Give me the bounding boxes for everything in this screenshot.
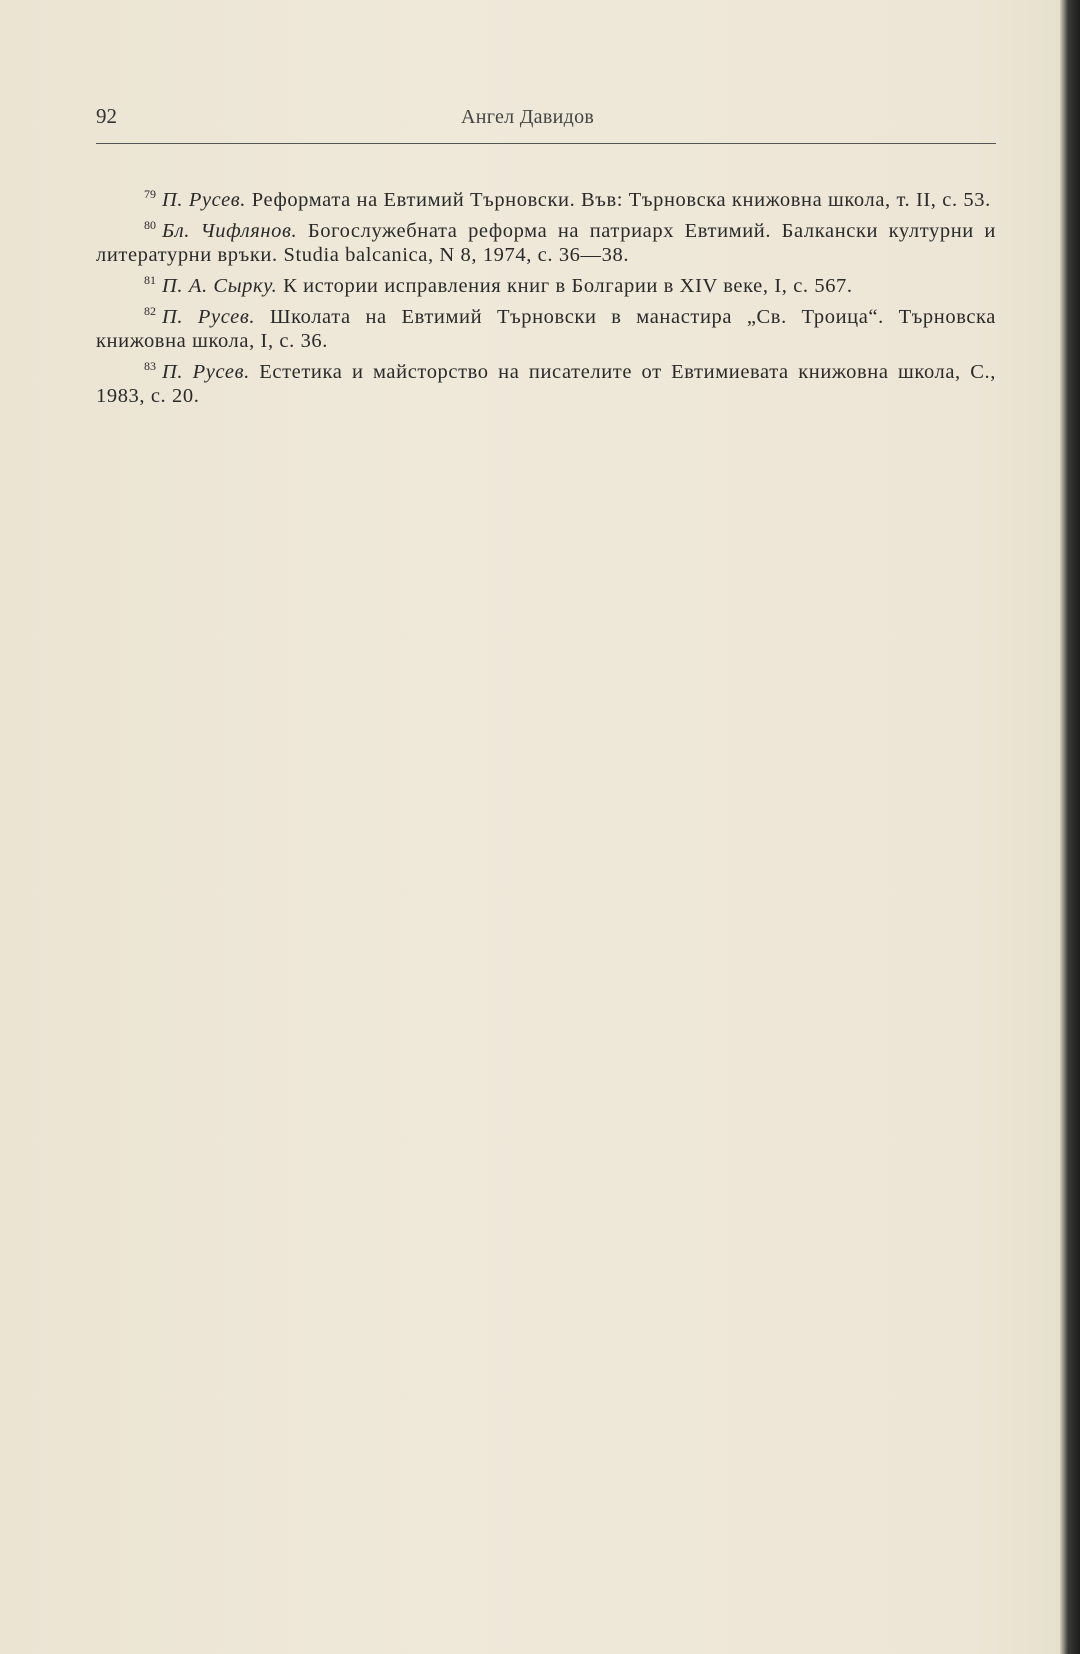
footnote-author: П. Русев. (162, 306, 256, 328)
footnote-82 (96, 299, 996, 353)
footnote-number: 81 (144, 273, 156, 287)
footnote-number: 82 (144, 304, 156, 318)
footnote-author: П. А. Сырку. (162, 275, 278, 297)
footnote-author: Бл. Чифлянов. (162, 220, 298, 242)
footnote-81 (96, 268, 996, 298)
book-spine-shadow (1060, 0, 1080, 1654)
header-rule (96, 143, 996, 144)
footnote-text: Естетика и майсторство на писателите от Евтимиевата книжовна школа, С., 1983, с. 20. (96, 361, 996, 407)
footnote-text: Реформата на Евтимий Търновски. Във: Търновска книжовна школа, т. II, с. 53. (251, 189, 991, 211)
footnote-79 (96, 182, 996, 212)
footnote-number: 83 (144, 359, 156, 373)
footnote-author: П. Русев. (162, 361, 250, 383)
footnote-80 (96, 213, 996, 267)
footnote-text: К истории исправления книг в Болгарии в XIV веке, I, с. 567. (283, 275, 853, 297)
footnotes-list (96, 182, 996, 409)
page-header (96, 104, 996, 140)
page-number: 92 (96, 104, 117, 128)
footnote-text: Школата на Евтимий Търновски в манастира „Св. Троица“. Търновска книжовна школа, I, с. 36. (96, 306, 996, 352)
footnote-number: 80 (144, 218, 156, 232)
footnote-text: Богослужебната реформа на патриарх Евтимий. Балкански културни и литературни връки. Studia balcanica, N 8, 1974, с. 36—38. (96, 220, 996, 266)
footnote-author: П. Русев. (162, 189, 247, 211)
footnote-number: 79 (144, 187, 156, 201)
footnote-83 (96, 354, 996, 408)
running-title: Ангел Давидов (461, 106, 595, 128)
